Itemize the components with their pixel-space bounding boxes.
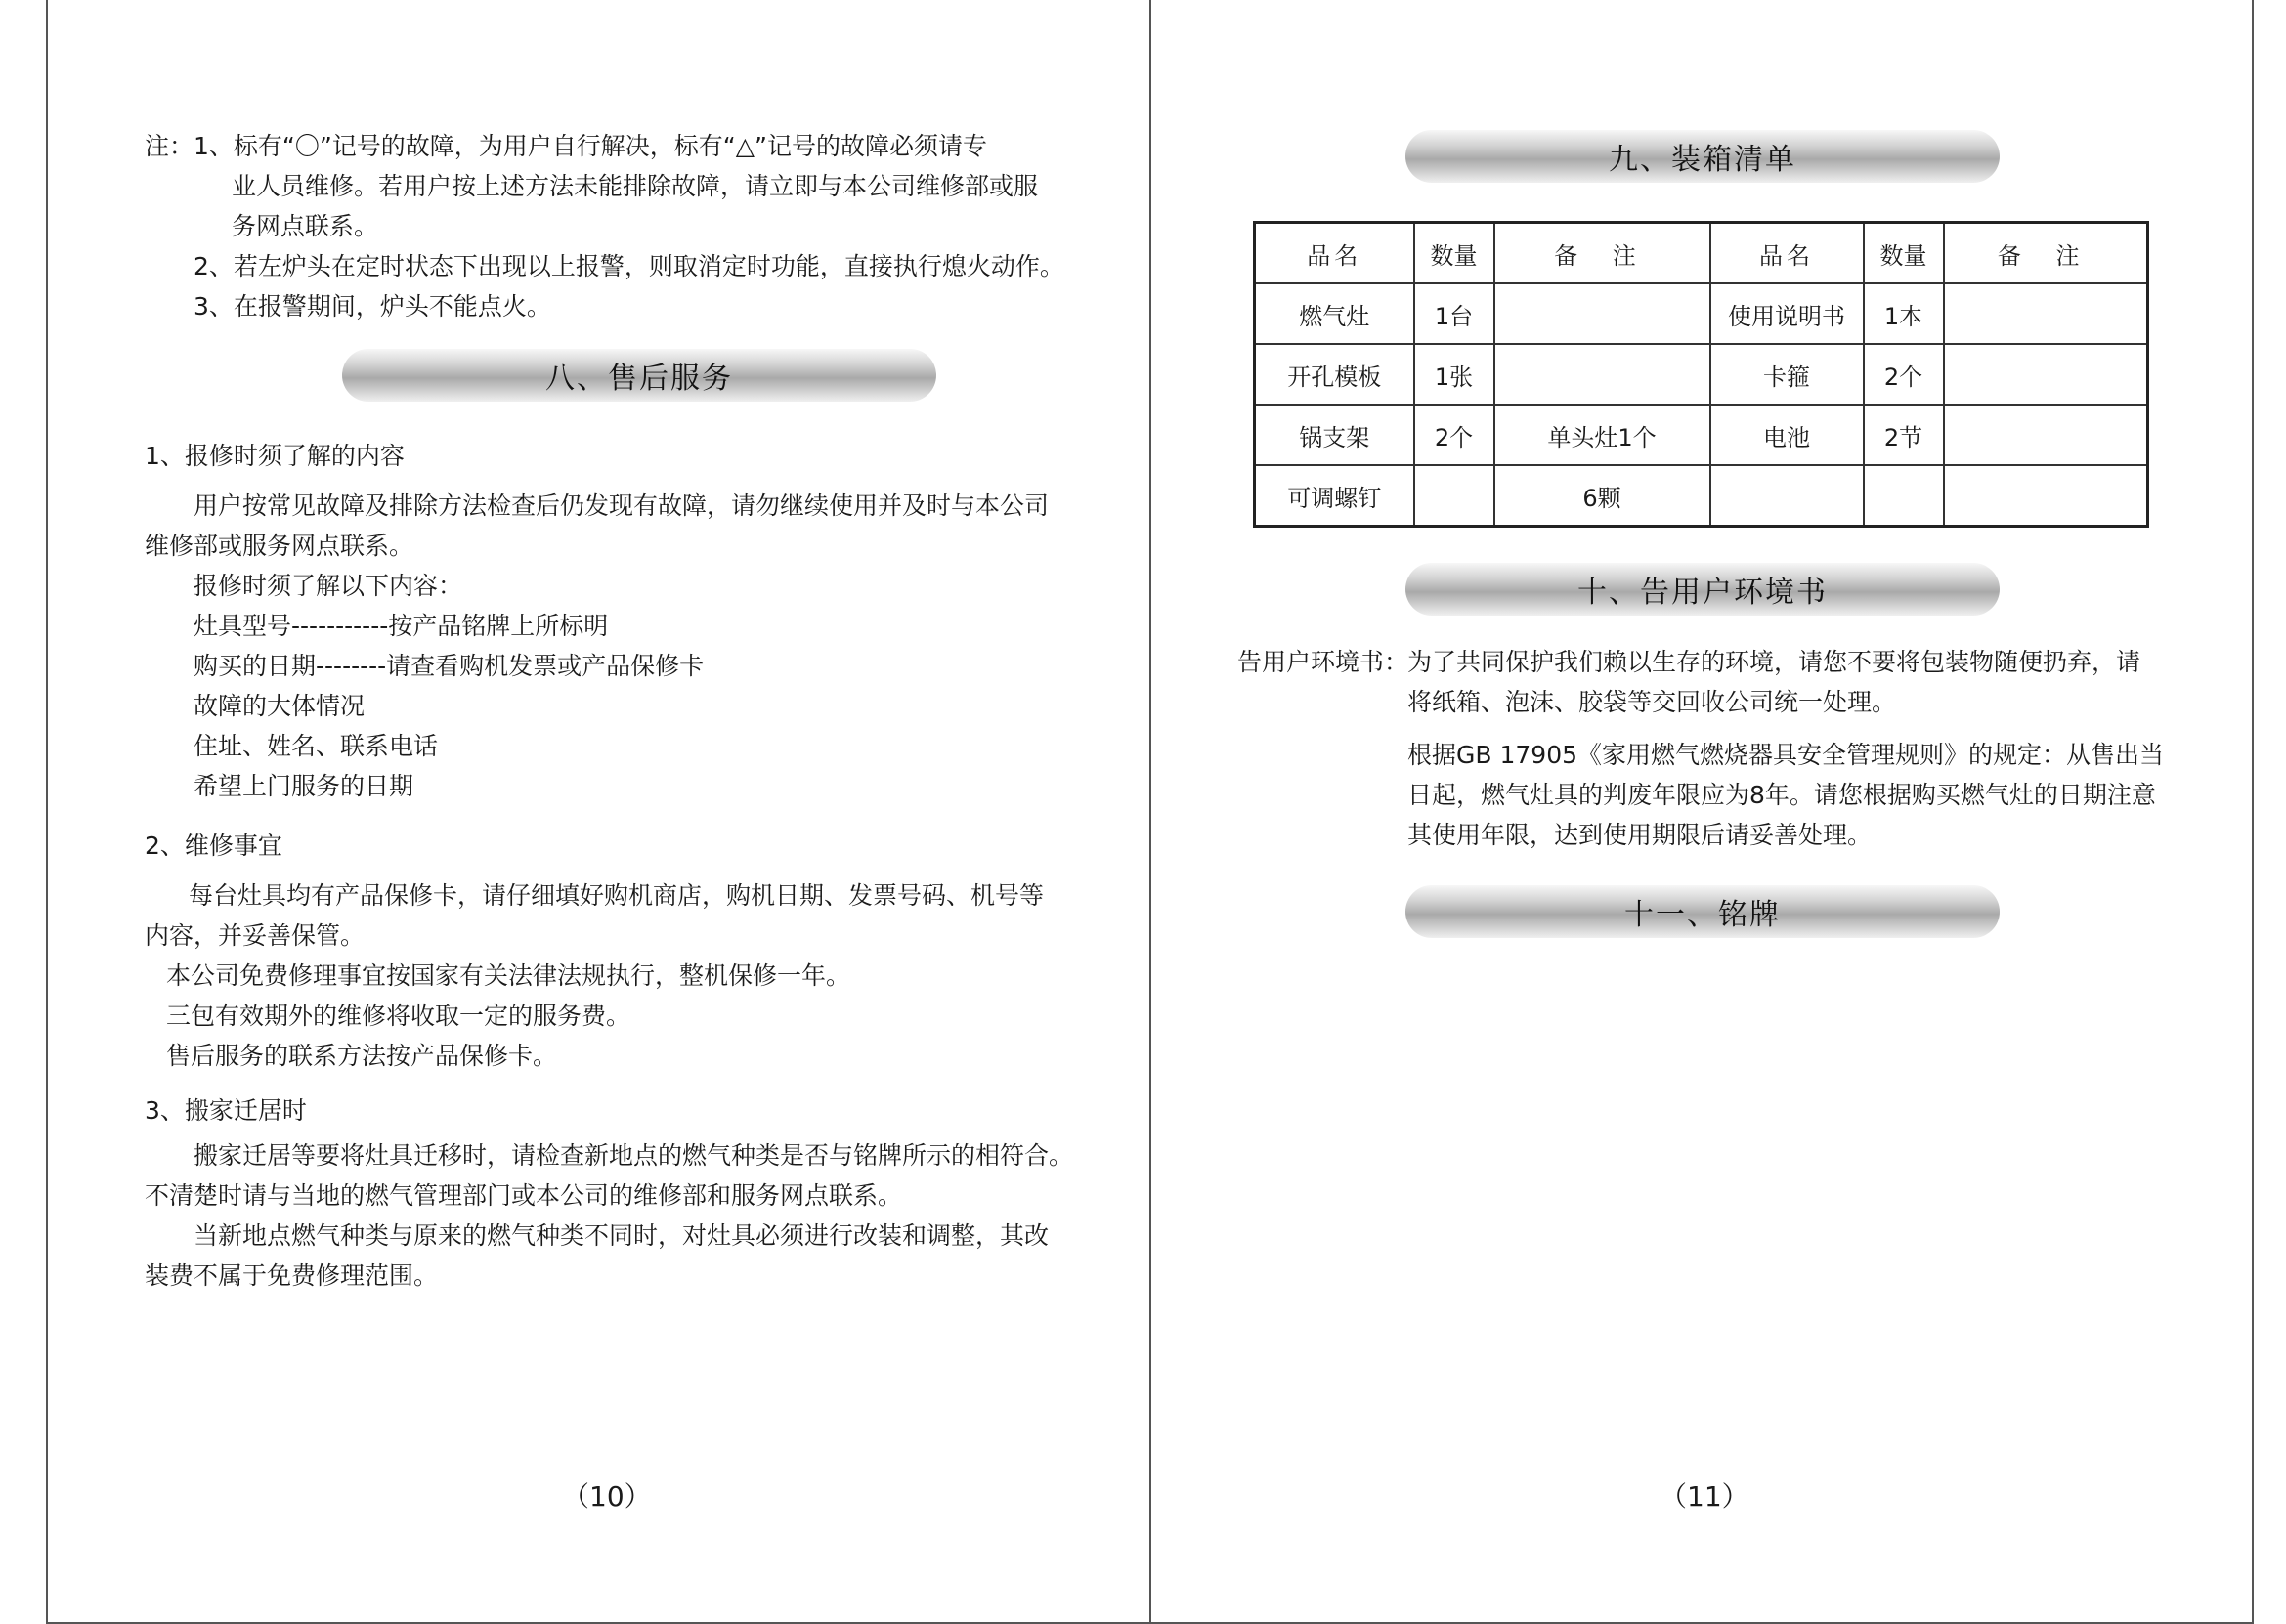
s2-heading: 2、维修事宜 xyxy=(145,832,282,860)
table-cell xyxy=(1944,283,2148,344)
table-cell: 电池 xyxy=(1710,405,1864,465)
env-line-3: 根据GB 17905《家用燃气燃烧器具安全管理规则》的规定：从售出当 xyxy=(1407,741,2165,769)
table-cell: 单头灶1个 xyxy=(1494,405,1710,465)
table-cell: 1本 xyxy=(1864,283,1944,344)
env-line-4: 日起，燃气灶具的判废年限应为8年。请您根据购买燃气灶的日期注意 xyxy=(1407,781,2156,809)
packing-list-table xyxy=(1253,221,2149,528)
table-cell: 1台 xyxy=(1414,283,1494,344)
note-line-2: 业人员维修。若用户按上述方法未能排除故障，请立即与本公司维修部或服 xyxy=(232,172,1039,200)
env-line-2: 将纸箱、泡沫、胶袋等交回收公司统一处理。 xyxy=(1407,688,1897,716)
table-cell: 可调螺钉 xyxy=(1255,465,1414,527)
table-cell xyxy=(1944,405,2148,465)
s1-para-1: 用户按常见故障及排除方法检查后仍发现有故障，请勿继续使用并及时与本公司 xyxy=(194,491,1050,520)
s1-item-2: 购买的日期--------请查看购机发票或产品保修卡 xyxy=(194,652,705,680)
s2-para-4: 三包有效期外的维修将收取一定的服务费。 xyxy=(166,1002,631,1030)
table-row xyxy=(1255,465,2148,527)
table-cell: 卡箍 xyxy=(1710,344,1864,405)
table-cell: 6颗 xyxy=(1494,465,1710,527)
table-cell: 开孔模板 xyxy=(1255,344,1414,405)
s3-para-1: 搬家迁居等要将灶具迁移时，请检查新地点的燃气种类是否与铭牌所示的相符合。 xyxy=(194,1141,1074,1170)
table-cell: 1张 xyxy=(1414,344,1494,405)
table-cell xyxy=(1864,465,1944,527)
header-cell: 品名 xyxy=(1255,223,1414,284)
s1-para-2: 维修部或服务网点联系。 xyxy=(145,532,414,560)
page-border-right xyxy=(2252,0,2254,1624)
s1-para-3: 报修时须了解以下内容： xyxy=(194,572,463,600)
header-cell: 数量 xyxy=(1864,223,1944,284)
s2-para-5: 售后服务的联系方法按产品保修卡。 xyxy=(166,1042,558,1070)
s1-item-3: 故障的大体情况 xyxy=(194,692,366,720)
s3-para-2: 不清楚时请与当地的燃气管理部门或本公司的维修部和服务网点联系。 xyxy=(145,1181,903,1210)
s2-para-1: 每台灶具均有产品保修卡，请仔细填好购机商店，购机日期、发票号码、机号等 xyxy=(189,881,1045,910)
env-line-1: 为了共同保护我们赖以生存的环境，请您不要将包装物随便扔弃，请 xyxy=(1407,648,2141,676)
header-cell: 品名 xyxy=(1710,223,1864,284)
table-cell: 燃气灶 xyxy=(1255,283,1414,344)
right-page-number: （11） xyxy=(1660,1480,1749,1513)
header-cell: 备 注 xyxy=(1494,223,1710,284)
table-cell xyxy=(1414,465,1494,527)
section-8-title: 八、售后服务 xyxy=(342,349,936,402)
table-cell xyxy=(1944,344,2148,405)
env-line-5: 其使用年限，达到使用期限后请妥善处理。 xyxy=(1407,821,1873,849)
s3-para-3: 当新地点燃气种类与原来的燃气种类不同时，对灶具必须进行改装和调整，其改 xyxy=(194,1221,1050,1250)
s3-heading: 3、搬家迁居时 xyxy=(145,1096,307,1125)
table-cell xyxy=(1710,465,1864,527)
s2-para-2: 内容，并妥善保管。 xyxy=(145,921,366,950)
s3-para-4: 装费不属于免费修理范围。 xyxy=(145,1261,439,1290)
note-line-4: 2、若左炉头在定时状态下出现以上报警，则取消定时功能，直接执行熄火动作。 xyxy=(194,252,1064,280)
env-label: 告用户环境书： xyxy=(1237,648,1409,676)
table-cell: 2个 xyxy=(1414,405,1494,465)
table-cell xyxy=(1494,283,1710,344)
page-border-left xyxy=(46,0,48,1624)
s1-item-5: 希望上门服务的日期 xyxy=(194,772,414,800)
note-line-1: 注：1、标有“〇”记号的故障，为用户自行解决，标有“△”记号的故障必须请专 xyxy=(145,132,987,160)
table-row xyxy=(1255,405,2148,465)
table-cell: 锅支架 xyxy=(1255,405,1414,465)
note-line-3: 务网点联系。 xyxy=(232,212,379,240)
page-fold-line xyxy=(1149,0,1151,1624)
table-cell xyxy=(1944,465,2148,527)
s1-item-4: 住址、姓名、联系电话 xyxy=(194,732,439,760)
table-row xyxy=(1255,344,2148,405)
s1-item-1: 灶具型号-----------按产品铭牌上所标明 xyxy=(194,612,609,640)
section-9-title: 九、装箱清单 xyxy=(1405,130,2000,183)
table-row xyxy=(1255,283,2148,344)
section-11-title: 十一、铭牌 xyxy=(1405,885,2000,938)
table-cell: 2个 xyxy=(1864,344,1944,405)
table-header-row xyxy=(1255,223,2148,284)
left-page-number: （10） xyxy=(562,1480,652,1513)
header-cell: 数量 xyxy=(1414,223,1494,284)
table-cell: 2节 xyxy=(1864,405,1944,465)
header-cell: 备 注 xyxy=(1944,223,2148,284)
table-cell xyxy=(1494,344,1710,405)
section-10-title: 十、告用户环境书 xyxy=(1405,563,2000,616)
note-line-5: 3、在报警期间，炉头不能点火。 xyxy=(194,292,551,321)
s1-heading: 1、报修时须了解的内容 xyxy=(145,442,405,470)
s2-para-3: 本公司免费修理事宜按国家有关法律法规执行，整机保修一年。 xyxy=(166,962,851,990)
table-cell: 使用说明书 xyxy=(1710,283,1864,344)
